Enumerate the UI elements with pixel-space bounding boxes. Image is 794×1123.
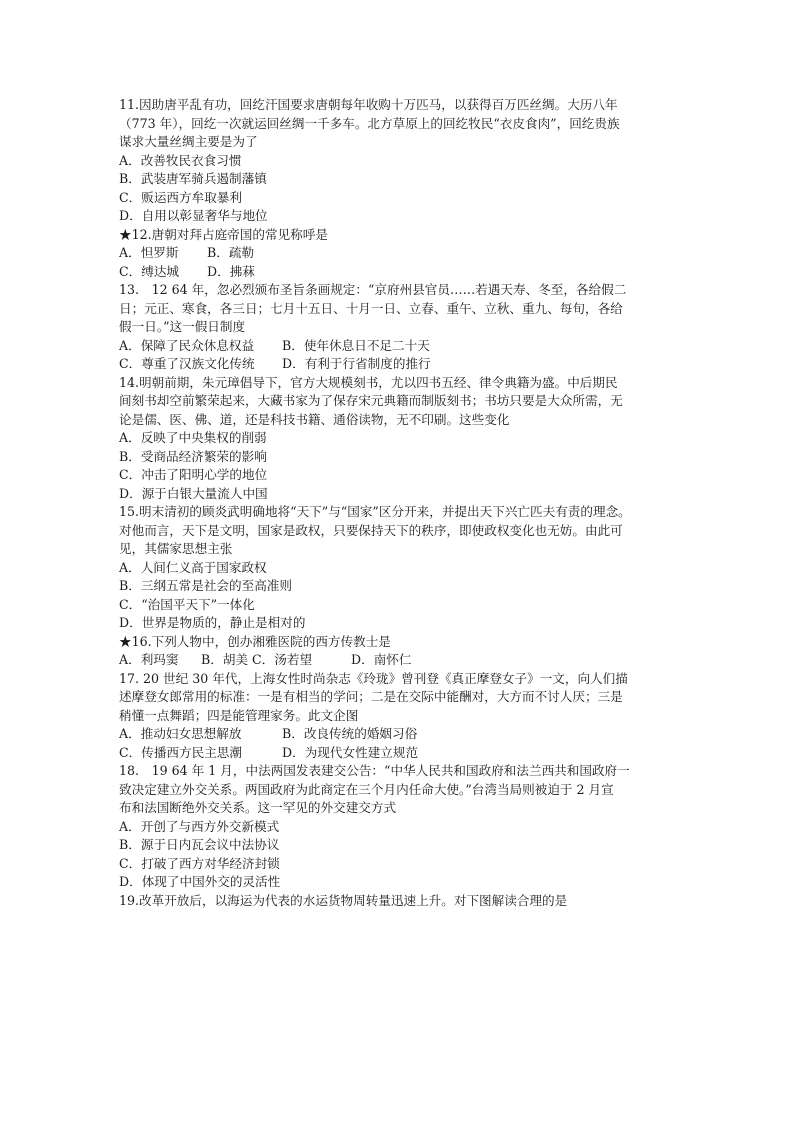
question-stem-line: 致决定建立外交关系。两国政府为此商定在三个月内任命大使。”台湾当局则被迫于 2 月宣 bbox=[119, 781, 614, 797]
option-row bbox=[119, 337, 679, 356]
question-stem-line: 17. 20 世纪 30 年代，上海女性时尚杂志《玲珑》曾刊登《真正摩登女子》一文，向人们描 bbox=[119, 670, 628, 686]
option-c: C．传播西方民主思潮 bbox=[119, 744, 242, 760]
option-b: B．武装唐军骑兵遏制藩镇 bbox=[119, 171, 267, 186]
option-a: A．利玛窦 bbox=[119, 652, 179, 667]
question-stem-line: 15.明末清初的顾炎武明确地将“天下”与“国家”区分开来，并提出天下兴亡匹夫有责的理念。 bbox=[119, 504, 631, 519]
question-stem-line: 稍懂一点舞蹈；四是能管理家务。此文企图 bbox=[119, 707, 359, 723]
question-stem-line: 论是儒、医、佛、道，还是科技书籍、通俗读物，无不印刷。这些变化 bbox=[119, 411, 510, 427]
question-stem-line: 间刻书却空前繁荣起来，大藏书家为了保存宋元典籍而制版刻书；书坊只要是大众所需，无 bbox=[119, 393, 623, 408]
question-stem-line: 18. 19 64 年 1 月，中法两国发表建交公告：“中华人民共和国政府和法兰西共和国政府一 bbox=[119, 763, 630, 778]
option-d: D．自用以彰显奢华与地位 bbox=[119, 208, 268, 223]
option-row bbox=[119, 744, 679, 763]
question-stem-line: ★16.下列人物中，创办湘雅医院的西方传教士是 bbox=[119, 633, 391, 649]
exam-page bbox=[119, 96, 679, 910]
option-d: D．有利于行省制度的推行 bbox=[282, 356, 431, 371]
option-a: A．反映了中央集权的削弱 bbox=[119, 430, 267, 445]
option-row bbox=[119, 651, 679, 670]
question-stem-line: 谋求大量丝绸主要是为了 bbox=[119, 134, 258, 149]
question-stem-line: 布和法国断绝外交关系。这一罕见的外交建交方式 bbox=[119, 800, 397, 815]
option-c: C．冲击了阳明心学的地位 bbox=[119, 467, 268, 482]
option-c: C．“治国平天下”一体化 bbox=[119, 596, 255, 612]
option-c: C．缚达城 bbox=[119, 263, 180, 279]
option-a: A．改善牧民衣食习惯 bbox=[119, 152, 242, 168]
option-a: A．人间仁义高于国家政权 bbox=[119, 559, 267, 575]
question-18 bbox=[119, 762, 679, 892]
option-d: D．拂菻 bbox=[207, 263, 255, 279]
option-b: B．改良传统的婚姻习俗 bbox=[282, 726, 418, 741]
question-stem-line: 19.改革开放后，以海运为代表的水运货物周转量迅速上升。对下图解读合理的是 bbox=[119, 892, 568, 908]
option-c: C．尊重了汉族文化传统 bbox=[119, 356, 255, 371]
option-d: D．世界是物质的，静止是相对的 bbox=[119, 615, 306, 630]
question-12 bbox=[119, 226, 679, 282]
question-stem-line: 14.明朝前期，朱元璋倡导下，官方大规模刻书，尤以四书五经、律令典籍为盛。中后期民 bbox=[119, 374, 618, 390]
option-c: C．打破了西方对华经济封锁 bbox=[119, 855, 280, 871]
question-stem-line: 见，其儒家思想主张 bbox=[119, 541, 233, 556]
option-b: B．三纲五常是社会的至高准则 bbox=[119, 578, 292, 593]
option-a: A．保障了民众休息权益 bbox=[119, 337, 255, 353]
question-stem-line: 述摩登女郎常用的标准：一是有相当的学问；二是在交际中能酬对，大方而不讨人厌；三是 bbox=[119, 689, 623, 704]
question-17 bbox=[119, 670, 679, 763]
option-row bbox=[119, 263, 679, 282]
question-stem-line: ★12.唐朝对拜占庭帝国的常见称呼是 bbox=[119, 226, 328, 242]
question-15 bbox=[119, 503, 679, 633]
option-row bbox=[119, 725, 679, 744]
option-d: D．南怀仁 bbox=[351, 652, 412, 667]
option-a: A．开创了与西方外交新模式 bbox=[119, 818, 280, 834]
question-stem-line: 13. 12 64 年，忽必烈颁布圣旨条画规定：“京府州县官员……若遇天寿、冬至，各给假二 bbox=[119, 282, 627, 297]
question-stem-line: 假一日。”这一假日制度 bbox=[119, 319, 246, 334]
option-b: B．受商品经济繁荣的影响 bbox=[119, 448, 267, 464]
question-11 bbox=[119, 96, 679, 226]
question-19 bbox=[119, 892, 679, 911]
question-stem-line: （773 年），回纥一次就运回丝绸一千多车。北方草原上的回纥牧民“衣皮食肉”，回纥贵族 bbox=[119, 115, 620, 131]
option-b: B．源于日内瓦会议中法协议 bbox=[119, 837, 280, 852]
question-13 bbox=[119, 281, 679, 374]
question-14 bbox=[119, 374, 679, 504]
option-d: D．源于白银大量流人中国 bbox=[119, 485, 268, 501]
option-row bbox=[119, 355, 679, 374]
option-b-c: B．胡美 C．汤若望 bbox=[201, 652, 313, 667]
option-b: B．疏勒 bbox=[207, 245, 255, 260]
option-row bbox=[119, 244, 679, 263]
option-d: D．体现了中国外交的灵活性 bbox=[119, 874, 281, 889]
question-stem-line: 11.因助唐平乱有功，回纥汗国要求唐朝每年收购十万匹马，以获得百万匹丝绸。大历八年 bbox=[119, 97, 618, 112]
question-16 bbox=[119, 633, 679, 670]
option-a: A．怛罗斯 bbox=[119, 245, 179, 260]
question-stem-line: 日；元正、寒食，各三日；七月十五日、十月一日、立春、重午、立秋、重九、每旬，各给 bbox=[119, 300, 623, 316]
option-c: C．贩运西方牟取暴利 bbox=[119, 189, 242, 205]
option-a: A．推动妇女思想解放 bbox=[119, 726, 242, 741]
option-b: B．使年休息日不足二十天 bbox=[282, 337, 430, 353]
option-d: D．为现代女性建立规范 bbox=[282, 744, 419, 760]
question-stem-line: 对他而言，天下是文明，国家是政权，只要保持天下的秩序，即使政权变化也无妨。由此可 bbox=[119, 522, 623, 538]
